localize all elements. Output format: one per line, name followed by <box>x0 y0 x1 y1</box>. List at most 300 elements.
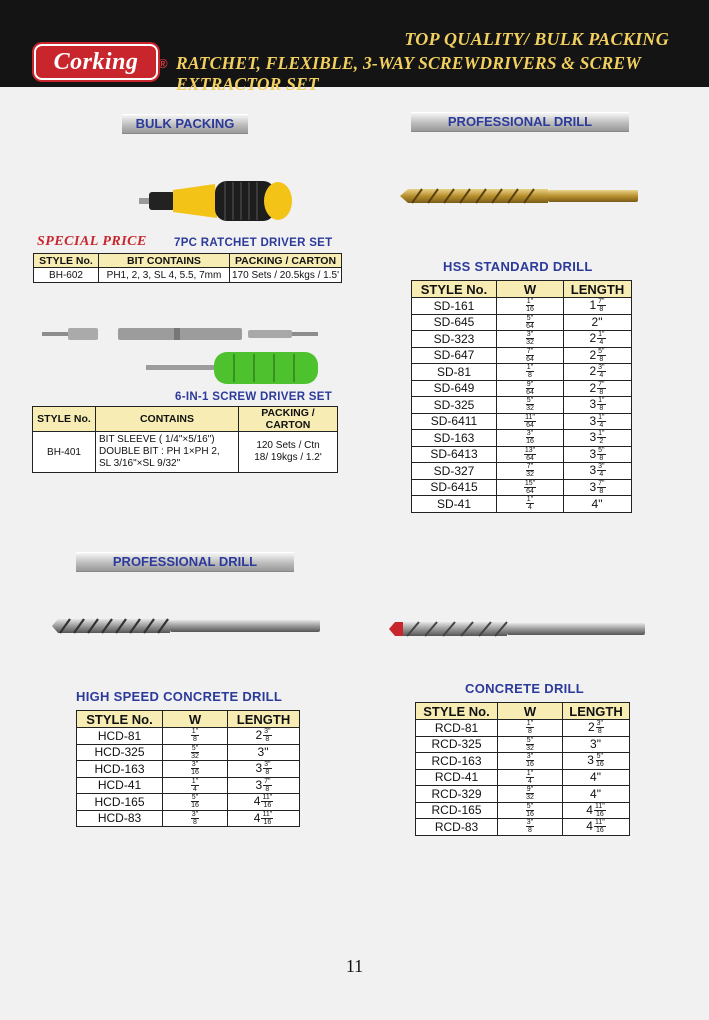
length-whole: 3 <box>587 753 594 768</box>
fraction <box>525 803 535 818</box>
contains-cell: PH1, 2, 3, SL 4, 5.5, 7mm <box>99 268 230 283</box>
fraction-numerator: 7" <box>526 463 534 471</box>
concrete-drill-table <box>415 702 630 836</box>
w-cell <box>163 728 228 745</box>
contains-line: BIT SLEEVE ( 1/4"×5/16") <box>99 434 215 445</box>
length-whole: 2 <box>255 728 263 743</box>
w-cell <box>497 331 564 348</box>
style-cell: SD-81 <box>412 364 497 381</box>
length-whole: 3 <box>255 777 263 792</box>
style-cell: RCD-81 <box>416 720 498 737</box>
table-header: PACKING / CARTON <box>239 407 338 432</box>
length-whole: 3 <box>589 413 597 428</box>
style-cell: SD-649 <box>412 380 497 397</box>
fraction-denominator: 4 <box>599 421 604 429</box>
length-whole: 2" <box>591 315 603 330</box>
length-whole: 4" <box>590 770 601 785</box>
length-cell <box>563 736 630 753</box>
hss-drill-table <box>411 280 632 513</box>
fraction-denominator: 16 <box>526 438 534 446</box>
w-cell <box>163 810 228 827</box>
fraction <box>594 803 606 818</box>
fraction <box>524 480 536 495</box>
length-cell <box>228 794 300 811</box>
length-cell <box>564 463 632 480</box>
length-whole: 2 <box>589 347 597 362</box>
fraction-numerator: 1" <box>526 298 534 306</box>
length-cell <box>228 810 300 827</box>
fraction-denominator: 16 <box>526 810 534 818</box>
hss-drill-rows <box>412 298 632 513</box>
fraction-denominator: 8 <box>528 827 532 835</box>
w-cell <box>498 819 563 836</box>
table-header: W <box>498 703 563 720</box>
table-header: STYLE No. <box>412 281 497 298</box>
length-whole: 3" <box>590 737 601 752</box>
ratchet-set-title: 7PC RATCHET DRIVER SET <box>174 237 333 249</box>
fraction <box>190 745 200 760</box>
length-cell <box>564 479 632 496</box>
professional-drill-banner-left: PROFESSIONAL DRILL <box>76 552 294 572</box>
fraction <box>526 364 534 379</box>
fraction-denominator: 32 <box>526 744 534 752</box>
fraction-numerator: 3" <box>264 761 271 769</box>
table-header: W <box>497 281 564 298</box>
fraction-denominator: 16 <box>526 306 534 314</box>
style-cell: SD-325 <box>412 397 497 414</box>
ratchet-driver-image <box>135 178 295 226</box>
w-cell <box>497 479 564 496</box>
fraction-numerator: 9" <box>526 380 534 388</box>
fraction-numerator: 11" <box>594 819 605 827</box>
length-whole: 2 <box>589 331 597 346</box>
style-cell: SD-163 <box>412 430 497 447</box>
fraction-numerator: 11" <box>594 802 605 810</box>
fraction-numerator: 5" <box>598 347 605 355</box>
six-in-one-table <box>32 406 338 473</box>
fraction-denominator: 8 <box>265 736 270 744</box>
packing-cell: 170 Sets / 20.5kgs / 1.5' <box>230 268 342 283</box>
style-cell: HCD-163 <box>77 761 163 778</box>
length-whole: 2 <box>589 380 597 395</box>
table-header: STYLE No. <box>416 703 498 720</box>
fraction-denominator: 32 <box>526 405 534 413</box>
fraction <box>261 811 273 826</box>
fraction <box>525 753 535 768</box>
fraction-numerator: 1" <box>526 496 534 504</box>
fraction-denominator: 32 <box>191 752 199 760</box>
fraction-numerator: 7" <box>526 347 534 355</box>
fraction <box>597 381 605 396</box>
fraction <box>263 761 271 776</box>
ratchet-set-table <box>33 253 342 283</box>
fraction-numerator: 3" <box>526 819 534 827</box>
table-row <box>416 736 630 753</box>
fraction-numerator: 1" <box>598 397 605 405</box>
fraction <box>597 364 605 379</box>
fraction-numerator: 5" <box>526 736 534 744</box>
w-cell <box>497 314 564 331</box>
fraction-denominator: 32 <box>526 471 534 479</box>
fraction-numerator: 3" <box>264 728 271 736</box>
fraction-denominator: 8 <box>528 728 532 736</box>
contains-line: DOUBLE BIT : PH 1×PH 2, <box>99 446 220 457</box>
fraction <box>597 480 605 495</box>
w-cell <box>497 463 564 480</box>
fraction-denominator: 8 <box>193 736 197 744</box>
table-header: BIT CONTAINS <box>99 254 230 268</box>
length-whole: 1 <box>589 298 597 313</box>
hss-standard-drill-title: HSS STANDARD DRILL <box>443 259 593 274</box>
table-row <box>412 298 632 315</box>
w-cell <box>497 347 564 364</box>
length-cell <box>563 786 630 803</box>
table-header: STYLE No. <box>33 407 96 432</box>
bulk-packing-banner: BULK PACKING <box>122 114 248 134</box>
fraction-numerator: 3" <box>526 331 534 339</box>
w-cell <box>497 364 564 381</box>
length-cell <box>564 496 632 513</box>
table-header: LENGTH <box>228 711 300 728</box>
style-cell: SD-6415 <box>412 479 497 496</box>
fraction-denominator: 64 <box>526 454 534 462</box>
fraction-denominator: 32 <box>526 339 534 347</box>
length-cell <box>564 298 632 315</box>
fraction <box>525 397 535 412</box>
fraction <box>263 728 271 743</box>
style-cell: SD-645 <box>412 314 497 331</box>
fraction-numerator: 5" <box>526 397 534 405</box>
table-row <box>412 446 632 463</box>
table-header: LENGTH <box>564 281 632 298</box>
registered-mark: ® <box>158 56 168 71</box>
fraction-denominator: 2 <box>599 438 604 446</box>
fraction-numerator: 1" <box>526 364 534 372</box>
w-cell <box>497 298 564 315</box>
fraction-denominator: 8 <box>599 454 604 462</box>
fraction-numerator: 13" <box>524 446 536 454</box>
fraction-denominator: 16 <box>595 810 604 818</box>
fraction-denominator: 16 <box>526 761 534 769</box>
table-row <box>416 819 630 836</box>
fraction-numerator: 1" <box>191 777 199 785</box>
fraction-numerator: 7" <box>264 777 271 785</box>
fraction <box>597 348 605 363</box>
table-header: STYLE No. <box>77 711 163 728</box>
fraction-numerator: 11" <box>525 413 535 421</box>
page-number: 11 <box>345 956 364 976</box>
table-row <box>77 810 300 827</box>
length-whole: 3" <box>257 745 269 760</box>
length-cell <box>563 753 630 770</box>
w-cell <box>163 777 228 794</box>
style-cell: SD-161 <box>412 298 497 315</box>
professional-drill-banner-right: PROFESSIONAL DRILL <box>411 112 629 132</box>
length-cell <box>564 446 632 463</box>
w-cell <box>497 413 564 430</box>
fraction-numerator: 5" <box>598 446 605 454</box>
fraction <box>597 298 605 313</box>
length-cell <box>563 769 630 786</box>
fraction-denominator: 32 <box>526 794 534 802</box>
fraction-denominator: 64 <box>526 355 534 363</box>
fraction <box>524 414 536 429</box>
style-cell: BH-602 <box>34 268 99 283</box>
table-header: CONTAINS <box>96 407 239 432</box>
table-row <box>77 777 300 794</box>
length-cell <box>563 720 630 737</box>
contains-line: SL 3/16"×SL 9/32" <box>99 458 181 469</box>
high-speed-concrete-drill-rows <box>77 728 300 827</box>
fraction-denominator: 8 <box>599 405 604 413</box>
fraction-denominator: 64 <box>526 388 534 396</box>
fraction <box>525 381 535 396</box>
packing-line: 120 Sets / Ctn <box>256 440 320 451</box>
w-cell <box>163 794 228 811</box>
high-speed-concrete-drill-image <box>50 615 322 637</box>
w-cell <box>497 446 564 463</box>
table-row <box>416 720 630 737</box>
fraction-numerator: 1" <box>598 413 605 421</box>
table-row <box>412 314 632 331</box>
style-cell: SD-323 <box>412 331 497 348</box>
fraction <box>525 298 535 313</box>
fraction-numerator: 7" <box>598 479 605 487</box>
fraction-numerator: 1" <box>191 728 199 736</box>
length-cell <box>564 430 632 447</box>
header-tagline: TOP QUALITY/ BULK PACKING <box>404 29 669 49</box>
style-cell: SD-41 <box>412 496 497 513</box>
fraction-numerator: 1" <box>526 720 534 728</box>
style-cell: RCD-41 <box>416 769 498 786</box>
length-whole: 3 <box>255 761 263 776</box>
length-whole: 4" <box>590 786 601 801</box>
fraction-numerator: 3" <box>598 463 605 471</box>
table-row <box>412 413 632 430</box>
fraction <box>263 778 271 793</box>
fraction <box>525 315 535 330</box>
fraction <box>190 761 200 776</box>
style-cell: SD-327 <box>412 463 497 480</box>
length-cell <box>564 413 632 430</box>
w-cell <box>498 720 563 737</box>
table-row <box>412 463 632 480</box>
fraction <box>525 463 535 478</box>
style-cell: HCD-41 <box>77 777 163 794</box>
fraction <box>594 819 606 834</box>
fraction-denominator: 64 <box>526 487 534 495</box>
table-row <box>412 479 632 496</box>
style-cell: HCD-81 <box>77 728 163 745</box>
length-whole: 4 <box>586 819 593 834</box>
length-whole: 4 <box>586 802 593 817</box>
fraction <box>526 720 534 735</box>
page-header <box>0 0 709 94</box>
fraction-numerator: 7" <box>598 298 605 306</box>
fraction <box>597 447 605 462</box>
length-cell <box>228 777 300 794</box>
fraction <box>526 770 534 785</box>
length-whole: 3 <box>589 463 597 478</box>
fraction-numerator: 11" <box>262 810 273 818</box>
fraction <box>525 737 535 752</box>
table-header: W <box>163 711 228 728</box>
fraction-denominator: 4 <box>528 777 532 785</box>
fraction <box>526 819 534 834</box>
fraction-numerator: 3" <box>526 753 534 761</box>
table-row <box>416 802 630 819</box>
table-row <box>412 397 632 414</box>
packing-cell <box>239 432 338 473</box>
fraction-denominator: 4 <box>599 471 604 479</box>
fraction-numerator: 7" <box>598 380 605 388</box>
style-cell: RCD-163 <box>416 753 498 770</box>
style-cell: SD-6411 <box>412 413 497 430</box>
fraction <box>525 331 535 346</box>
style-cell: RCD-165 <box>416 802 498 819</box>
length-cell <box>564 314 632 331</box>
special-price-label: SPECIAL PRICE <box>37 234 147 249</box>
fraction-numerator: 5" <box>191 794 199 802</box>
fraction-numerator: 3" <box>191 810 199 818</box>
length-whole: 3 <box>589 430 597 445</box>
fraction-numerator: 1" <box>598 430 605 438</box>
fraction <box>597 463 605 478</box>
table-row <box>412 331 632 348</box>
table-row <box>412 496 632 513</box>
w-cell <box>163 761 228 778</box>
length-cell <box>228 761 300 778</box>
fraction <box>191 778 199 793</box>
fraction-denominator: 16 <box>595 761 604 769</box>
fraction <box>597 430 605 445</box>
fraction-numerator: 5" <box>526 802 534 810</box>
fraction-denominator: 8 <box>599 306 604 314</box>
table-row <box>416 753 630 770</box>
fraction-denominator: 16 <box>263 818 272 826</box>
fraction <box>525 430 535 445</box>
length-whole: 3 <box>589 397 597 412</box>
fraction <box>261 794 273 809</box>
table-row <box>412 364 632 381</box>
fraction <box>597 331 605 346</box>
fraction-numerator: 1" <box>526 769 534 777</box>
table-row <box>416 769 630 786</box>
contains-cell <box>96 432 239 473</box>
fraction-denominator: 8 <box>265 785 270 793</box>
w-cell <box>497 496 564 513</box>
fraction-numerator: 3" <box>598 364 605 372</box>
high-speed-concrete-drill-table <box>76 710 300 827</box>
table-row <box>77 728 300 745</box>
w-cell <box>497 380 564 397</box>
fraction <box>525 348 535 363</box>
fraction <box>525 786 535 801</box>
fraction-denominator: 8 <box>599 487 604 495</box>
hss-drill-image <box>398 184 640 208</box>
w-cell <box>498 769 563 786</box>
w-cell <box>497 397 564 414</box>
length-cell <box>564 364 632 381</box>
style-cell: HCD-325 <box>77 744 163 761</box>
packing-line: 18/ 19kgs / 1.2' <box>254 452 322 463</box>
length-cell <box>228 744 300 761</box>
length-cell <box>564 380 632 397</box>
fraction-denominator: 16 <box>263 802 272 810</box>
fraction-numerator: 3" <box>596 720 604 728</box>
length-whole: 4" <box>591 496 603 511</box>
length-cell <box>564 347 632 364</box>
table-row <box>77 744 300 761</box>
six-in-one-title: 6-IN-1 SCREW DRIVER SET <box>175 391 333 403</box>
table-row <box>416 786 630 803</box>
fraction-numerator: 5" <box>526 314 534 322</box>
fraction-denominator: 8 <box>193 818 197 826</box>
w-cell <box>498 753 563 770</box>
fraction-denominator: 8 <box>599 388 604 396</box>
length-whole: 4 <box>253 810 261 825</box>
fraction <box>597 414 605 429</box>
table-row <box>77 794 300 811</box>
fraction-numerator: 9" <box>526 786 534 794</box>
style-cell: BH-401 <box>33 432 96 473</box>
fraction-numerator: 5" <box>191 744 199 752</box>
fraction-denominator: 8 <box>265 769 270 777</box>
table-row <box>77 761 300 778</box>
style-cell: RCD-83 <box>416 819 498 836</box>
style-cell: HCD-83 <box>77 810 163 827</box>
fraction-denominator: 4 <box>528 504 532 512</box>
fraction-denominator: 16 <box>191 802 199 810</box>
table-header: LENGTH <box>563 703 630 720</box>
fraction-numerator: 15" <box>524 479 536 487</box>
w-cell <box>498 736 563 753</box>
concrete-drill-title: CONCRETE DRILL <box>465 681 585 696</box>
fraction-denominator: 64 <box>526 322 534 330</box>
fraction-denominator: 64 <box>526 421 534 429</box>
fraction <box>596 720 604 735</box>
table-row <box>412 347 632 364</box>
length-cell <box>563 802 630 819</box>
fraction-numerator: 3" <box>191 761 199 769</box>
fraction <box>597 397 605 412</box>
w-cell <box>163 744 228 761</box>
length-whole: 2 <box>587 720 595 735</box>
fraction-denominator: 4 <box>599 339 604 347</box>
fraction-denominator: 4 <box>193 785 197 793</box>
length-whole: 2 <box>589 364 597 379</box>
fraction <box>191 811 199 826</box>
length-whole: 3 <box>589 446 597 461</box>
fraction-numerator: 11" <box>262 794 273 802</box>
fraction <box>190 794 200 809</box>
w-cell <box>498 786 563 803</box>
fraction <box>526 496 534 511</box>
w-cell <box>497 430 564 447</box>
concrete-drill-rows <box>416 720 630 836</box>
concrete-drill-image <box>387 618 649 640</box>
fraction-numerator: 1" <box>598 331 605 339</box>
table-header: STYLE No. <box>34 254 99 268</box>
fraction <box>595 753 605 768</box>
high-speed-concrete-drill-title: HIGH SPEED CONCRETE DRILL <box>76 689 283 704</box>
fraction-denominator: 8 <box>597 728 602 736</box>
fraction <box>191 728 199 743</box>
fraction-denominator: 8 <box>599 355 604 363</box>
style-cell: RCD-325 <box>416 736 498 753</box>
fraction-denominator: 8 <box>528 372 532 380</box>
fraction-denominator: 16 <box>191 769 199 777</box>
